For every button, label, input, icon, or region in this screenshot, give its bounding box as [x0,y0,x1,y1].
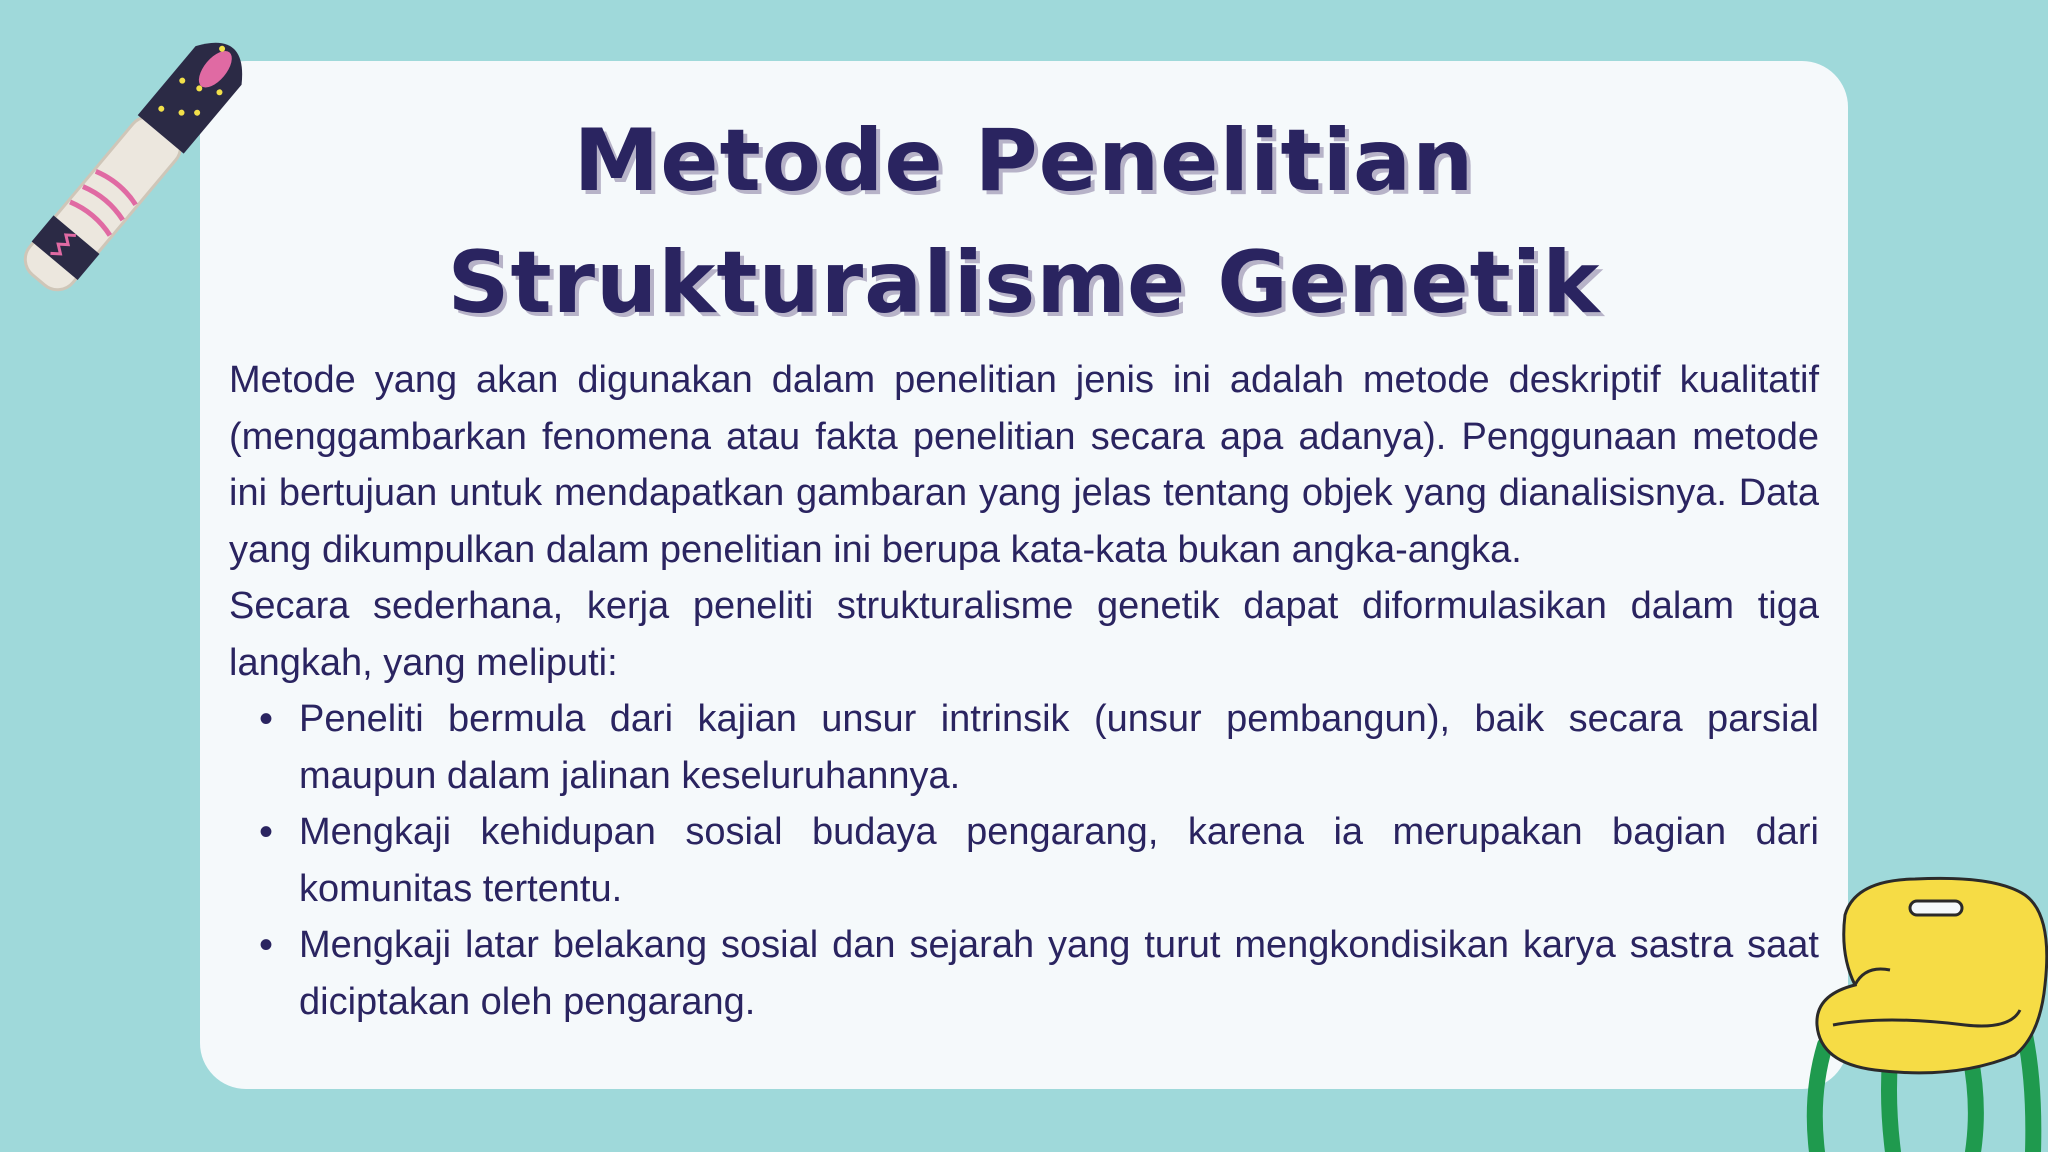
title-line-1: Metode Penelitian [573,111,1475,211]
yellow-chair-icon [1795,875,2048,1152]
paragraph-method: Metode yang akan digunakan dalam penelitian jenis ini adalah metode deskriptif kualitatif (menggambarkan fenomena atau fakta penelitian secara apa adanya). Penggunaan metode ini bertujuan untuk mendapatkan gambaran yang jelas tentang objek yang dianalisisnya. Data yang dikumpulkan dalam penelitian ini berupa kata-kata bukan angka-angka. [229,359,1819,571]
paragraph-steps-intro: Secara sederhana, kerja peneliti strukturalisme genetik dapat diformulasikan dalam tiga langkah, yang meliputi: [229,585,1819,684]
list-item: • Mengkaji latar belakang sosial dan sejarah yang turut mengkondisikan karya sastra saat diciptakan oleh pengarang. [299,917,1819,1030]
steps-list [229,691,1819,1030]
slide-body [229,352,1819,1030]
list-item: • Mengkaji kehidupan sosial budaya pengarang, karena ia merupakan bagian dari komunitas tertentu. [299,804,1819,917]
list-item: • Peneliti bermula dari kajian unsur intrinsik (unsur pembangun), baik secara parsial maupun dalam jalinan keseluruhannya. [299,691,1819,804]
title-line-2: Strukturalisme Genetik [447,233,1601,333]
page-title [200,100,1848,344]
